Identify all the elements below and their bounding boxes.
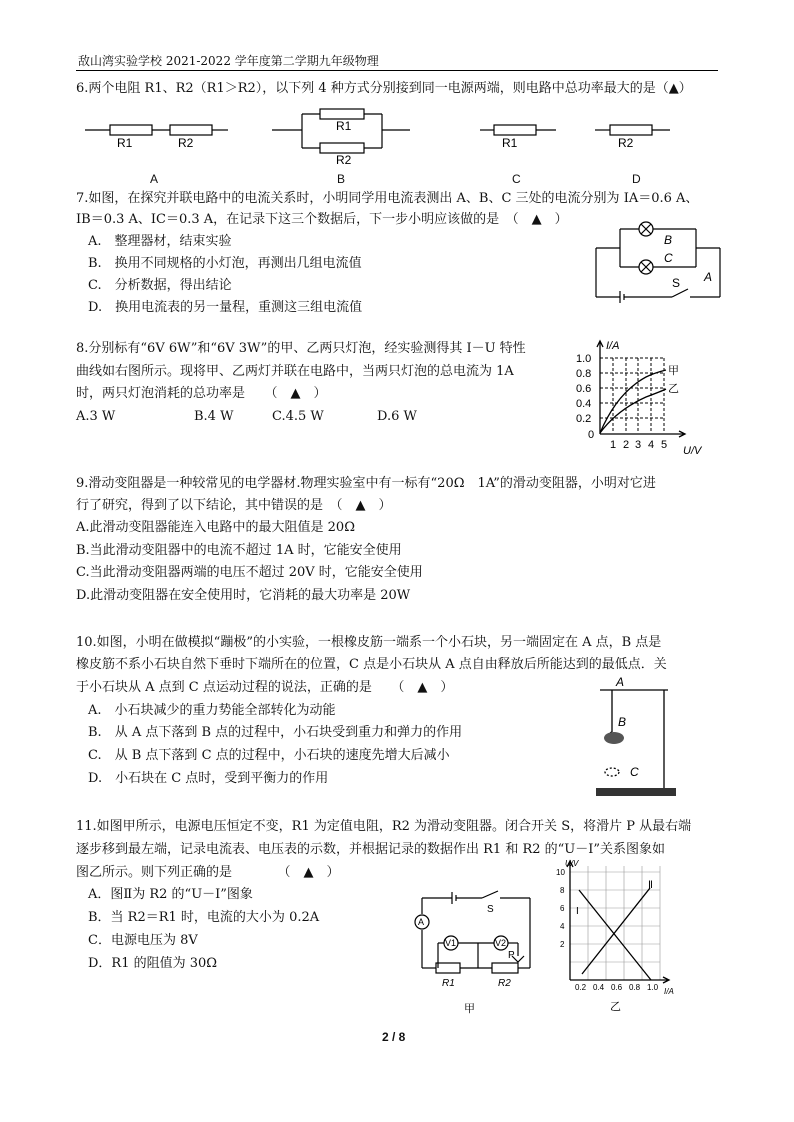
q10-label-c: C: [630, 765, 639, 779]
q7-label-a: A: [704, 270, 713, 284]
q11-ytick: 8: [560, 886, 565, 895]
q9-stem-2: 行了研究，得到了以下结论，其中错误的是 （ ▲ ）: [76, 498, 392, 513]
q11-stem-1: 11.如图甲所示，电源电压恒定不变，R1 为定值电阻，R2 为滑动变阻器。闭合开关 S，将滑片 P 从最右端: [76, 819, 692, 834]
q8-curve-yi-label: 乙: [668, 383, 679, 395]
q10-option-b: B. 从 A 点下落到 B 点的过程中，小石块受到重力和弹力的作用: [88, 725, 463, 740]
q10-option-c: C. 从 B 点下落到 C 点的过程中，小石块的速度先增大后减小: [88, 748, 450, 763]
q11-v1-label: V1: [445, 938, 457, 948]
q6-c-r1-label: R1: [502, 136, 518, 150]
q11-xtick: 0.8: [629, 983, 641, 992]
q6-option-a: A: [150, 172, 159, 186]
q6-option-b: B: [337, 172, 346, 186]
q9-option-b: B.当此滑动变阻器中的电流不超过 1A 时，它能安全使用: [76, 543, 402, 558]
q11-stem-2: 逐步移到最左端，记录电流表、电压表的示数，并根据记录的数据作出 R1 和 R2 的“U－I”关系图象如: [76, 842, 666, 857]
q8-ytick: 1.0: [576, 353, 592, 365]
q11-option-c: C．电源电压为 8V: [88, 933, 198, 948]
q8-option-c: C.4.5 W: [272, 409, 324, 424]
q10-option-a: A. 小石块减少的重力势能全部转化为动能: [88, 703, 336, 718]
page-number: 2 / 8: [382, 1030, 406, 1044]
q10-label-b: B: [618, 715, 627, 729]
q6-circuits: [80, 104, 700, 174]
q11-ytick: 6: [560, 904, 565, 913]
q11-xtick: 0.4: [593, 983, 605, 992]
q8-xtick: 4: [648, 439, 655, 451]
q9-option-a: A.此滑动变阻器能连入电路中的最大阻值是 20Ω: [76, 520, 355, 535]
q11-ytick: 10: [556, 868, 565, 877]
q7-option-c: C. 分析数据，得出结论: [88, 278, 232, 293]
q8-xtick: 3: [635, 439, 642, 451]
q7-option-a: A. 整理器材，结束实验: [88, 234, 232, 249]
q11-ui-graph-yi: [548, 856, 676, 1016]
q8-option-a: A.3 W: [76, 409, 116, 424]
q7-label-s: S: [672, 276, 681, 290]
q8-ytick: 0: [588, 429, 595, 441]
q10-stem-2: 橡皮筋不系小石块自然下垂时下端所在的位置，C 点是小石块从 A 点自由释放后所能达到的最低点．关: [76, 657, 667, 672]
q11-option-a: A．图Ⅱ为 R2 的“U－I”图象: [88, 887, 253, 902]
q11-option-d: D．R1 的阻值为 30Ω: [88, 956, 218, 971]
q6-option-d: D: [632, 172, 641, 186]
q11-xtick: 0.6: [611, 983, 623, 992]
q8-ytick: 0.8: [576, 368, 592, 380]
q11-xtick: 0.2: [575, 983, 587, 992]
q7-label-b: B: [664, 233, 673, 247]
q11-xlabel: I/A: [664, 987, 674, 996]
q10-stem-1: 10.如图，小明在做模拟“蹦极”的小实验，一根橡皮筋一端系一个小石块，另一端固定在 A 点，B 点是: [76, 635, 662, 650]
q11-line-ii-label: Ⅱ: [648, 880, 653, 891]
q8-option-b: B.4 W: [194, 409, 234, 424]
q8-stem-1: 8.分别标有“6V 6W”和“6V 3W”的甲、乙两只灯泡，经实验测得其 I－U 特性: [76, 341, 526, 356]
q11-caption-jia: 甲: [464, 1003, 475, 1015]
q6-b-r1-label: R1: [336, 119, 352, 133]
q11-caption-yi: 乙: [610, 1001, 621, 1013]
q11-line-i-label: I: [576, 906, 579, 917]
q11-r1-label: R1: [442, 978, 455, 989]
q8-xtick: 5: [661, 439, 668, 451]
q8-stem-3: 时，两只灯泡消耗的总功率是 （ ▲ ）: [76, 386, 327, 401]
q8-iu-graph: [566, 334, 716, 460]
q9-stem-1: 9.滑动变阻器是一种较常见的电学器材.物理实验室中有一标有“20Ω 1A”的滑动变阻器，小明对它进: [76, 476, 656, 491]
q8-xlabel: U/V: [683, 445, 702, 457]
q7-stem-2: IB＝0.3 A、IC＝0.3 A，在记录下这三个数据后，下一步小明应该做的是 （ ▲ ）: [76, 212, 568, 227]
q8-xtick: 1: [610, 439, 617, 451]
q10-label-a: A: [616, 675, 625, 689]
q8-xtick: 2: [623, 439, 630, 451]
q11-circuit-jia: [408, 886, 543, 1016]
q6-b-r2-label: R2: [336, 153, 352, 167]
q8-ytick: 0.2: [576, 413, 592, 425]
q6-option-c: C: [512, 172, 521, 186]
q11-v2-label: V2: [495, 938, 507, 948]
q11-r2-label: R2: [498, 978, 511, 989]
q11-ytick: 2: [560, 940, 565, 949]
q8-ytick: 0.4: [576, 398, 592, 410]
q7-stem-1: 7.如图，在探究并联电路中的电流关系时，小明同学用电流表测出 A、B、C 三处的电流分别为 IA＝0.6 A、: [76, 191, 699, 206]
page-header: 敌山湾实验学校 2021-2022 学年度第二学期九年级物理: [78, 54, 379, 68]
q8-option-d: D.6 W: [377, 409, 417, 424]
q6-stem: 6.两个电阻 R1、R2（R1＞R2），以下列 4 种方式分别接到同一电源两端，则电路中总功率最大的是（▲）: [76, 81, 692, 96]
q11-option-b: B．当 R2＝R1 时，电流的大小为 0.2A: [88, 910, 320, 925]
q6-a-r1-label: R1: [117, 136, 133, 150]
q8-ylabel: I/A: [606, 340, 620, 352]
q9-option-c: C.当此滑动变阻器两端的电压不超过 20V 时，它能安全使用: [76, 565, 423, 580]
q11-ammeter-label: A: [418, 917, 425, 927]
q7-option-b: B. 换用不同规格的小灯泡，再测出几组电流值: [88, 256, 362, 271]
q6-d-r2-label: R2: [618, 136, 634, 150]
header-divider: [76, 70, 718, 71]
q11-xtick: 1.0: [647, 983, 659, 992]
q11-ylabel: U/V: [565, 859, 579, 868]
q11-switch-label: S: [487, 904, 494, 915]
q10-stem-3: 于小石块从 A 点到 C 点运动过程的说法，正确的是 （ ▲ ）: [76, 680, 454, 695]
q7-label-c: C: [664, 251, 673, 265]
q8-stem-2: 曲线如右图所示。现将甲、乙两灯并联在电路中，当两只灯泡的总电流为 1A: [76, 364, 514, 379]
q7-option-d: D. 换用电流表的另一量程，重测这三组电流值: [88, 300, 363, 315]
q10-option-d: D. 小石块在 C 点时，受到平衡力的作用: [88, 771, 329, 786]
q11-ytick: 4: [560, 922, 565, 931]
q11-stem-3: 图乙所示。则下列正确的是 （ ▲ ）: [76, 865, 340, 880]
q10-bungee-apparatus: [590, 672, 690, 802]
q9-option-d: D.此滑动变阻器在安全使用时，它消耗的最大功率是 20W: [76, 588, 411, 603]
q8-ytick: 0.6: [576, 383, 592, 395]
q7-circuit-diagram: [588, 215, 728, 310]
q8-curve-jia-label: 甲: [668, 365, 679, 377]
q6-a-r2-label: R2: [178, 136, 194, 150]
q11-slider-label: P: [508, 950, 515, 961]
